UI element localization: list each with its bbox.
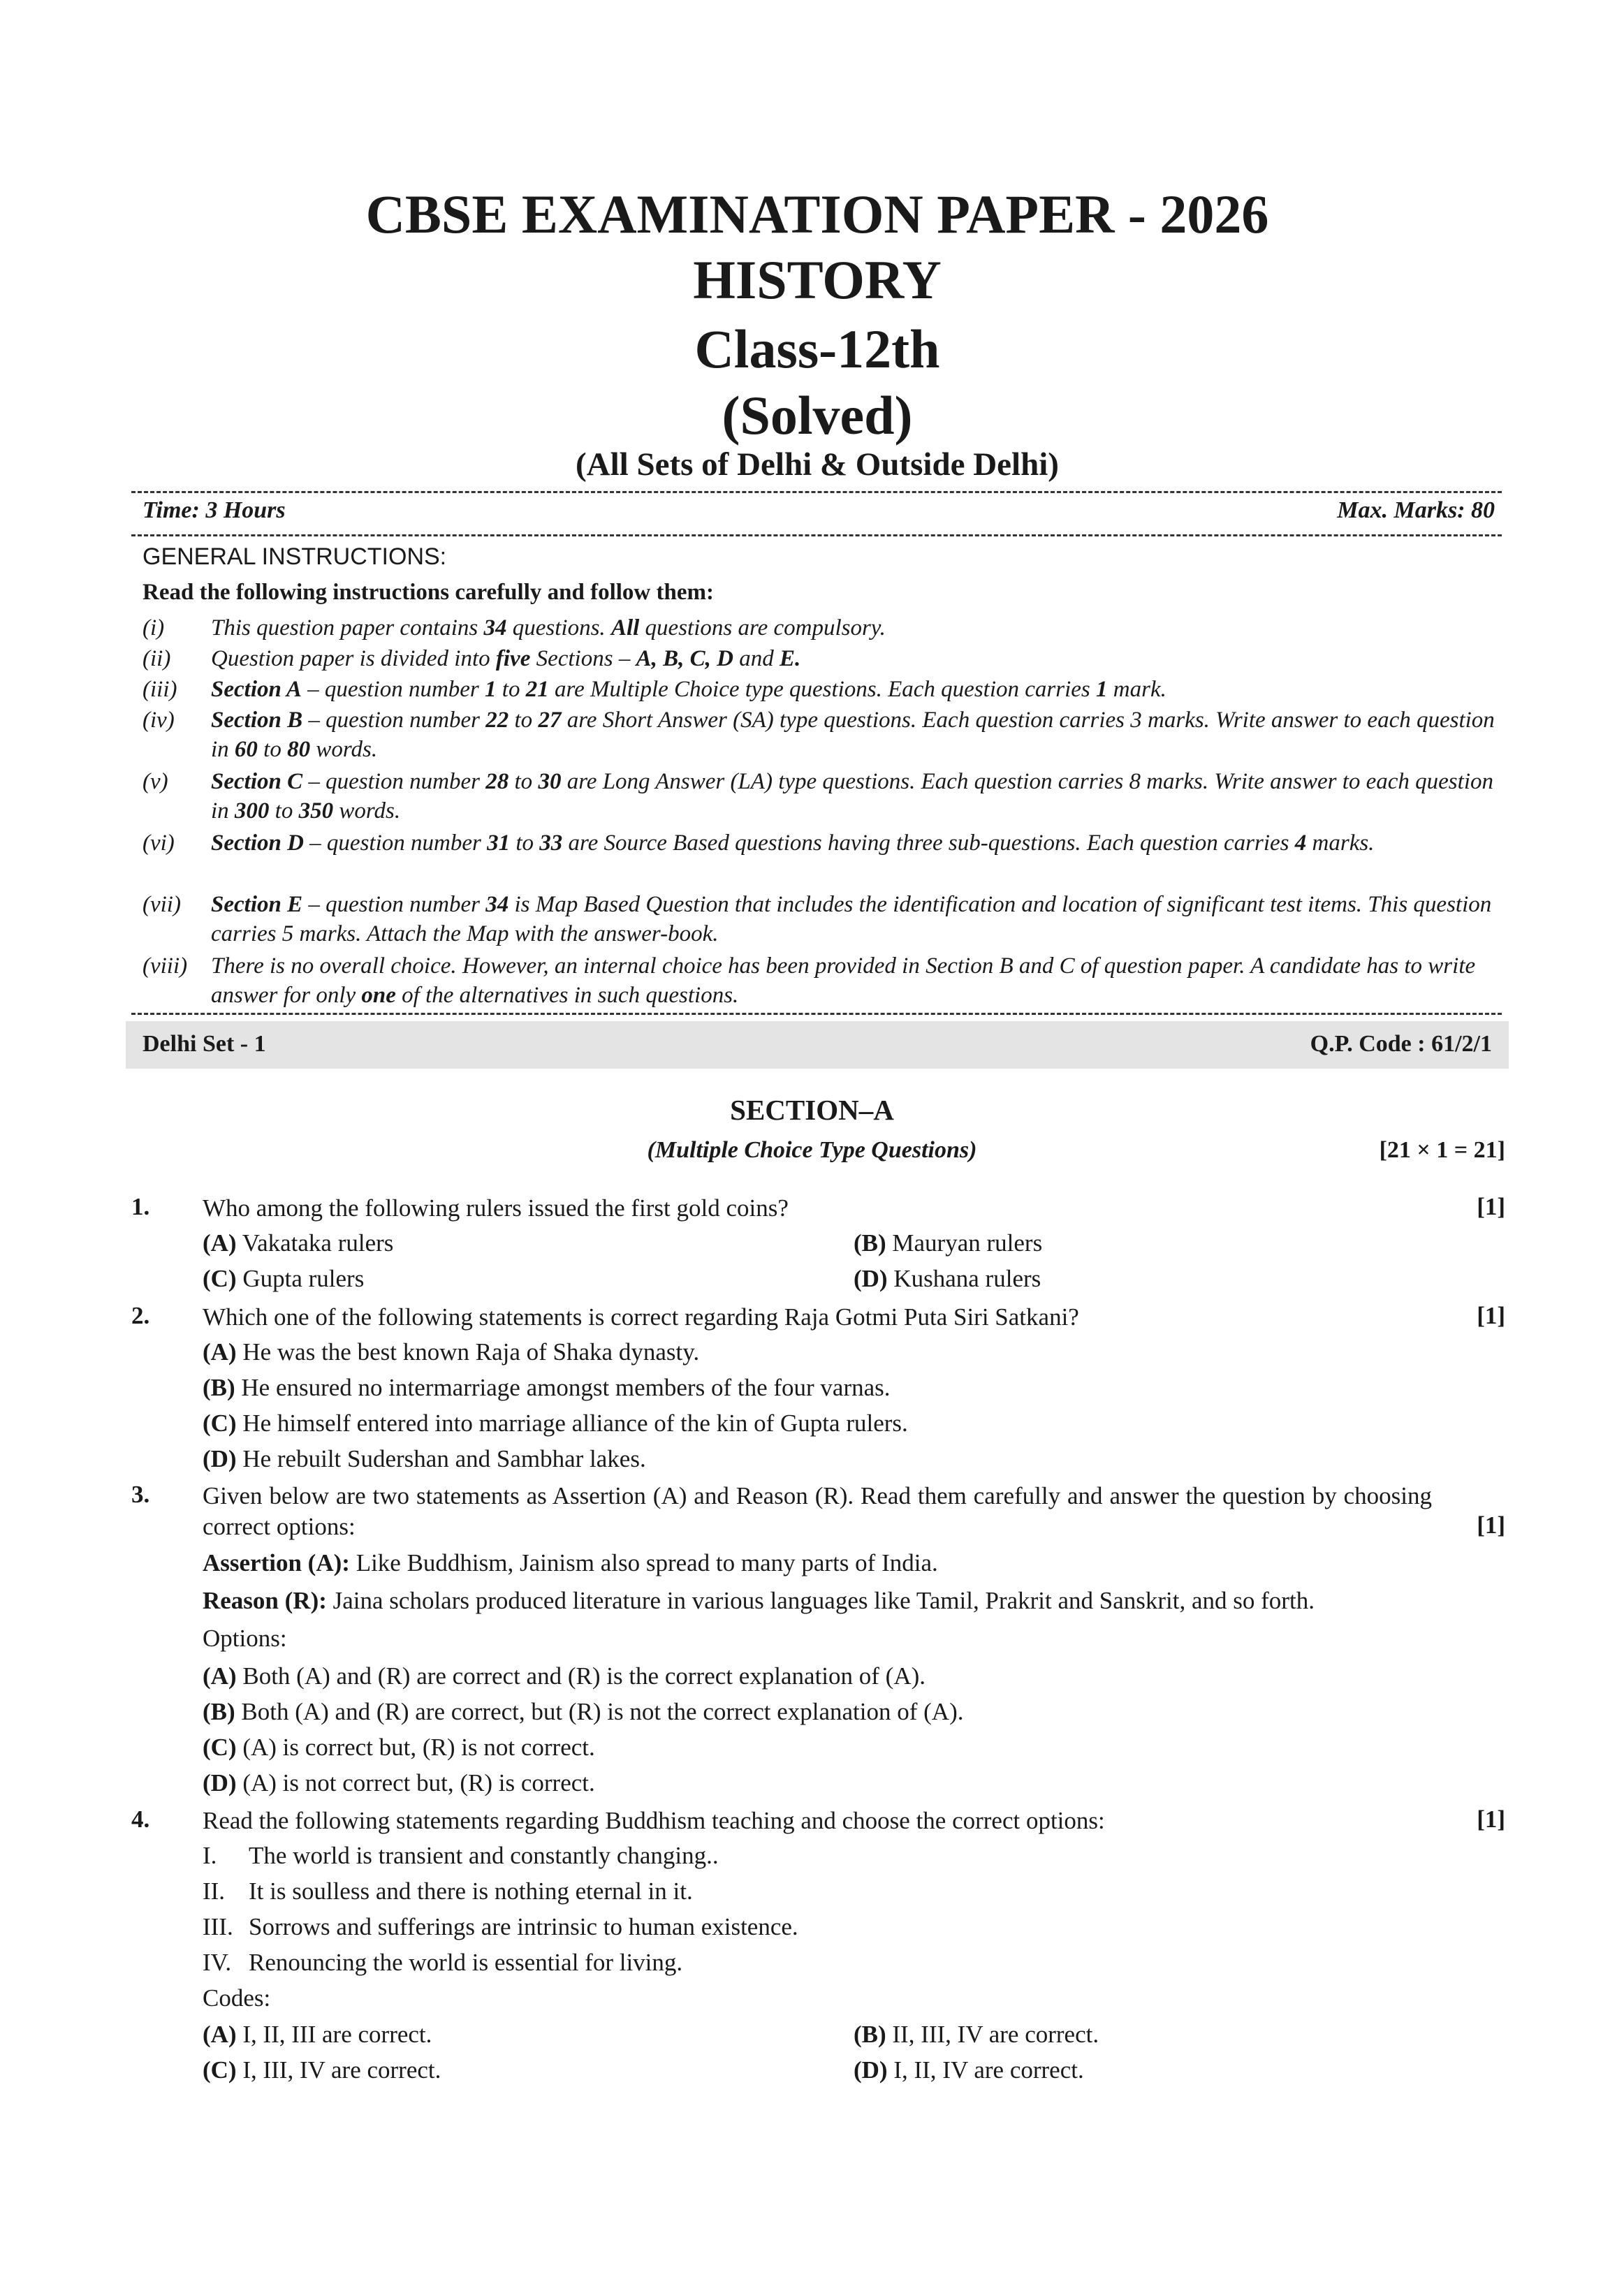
- option: [203, 1338, 699, 1366]
- instruction-fragment: 1: [485, 677, 497, 702]
- option-text: He ensured no intermarriage amongst members of the four varnas.: [235, 1374, 891, 1401]
- option: [203, 1374, 891, 1402]
- instruction-fragment: to: [269, 798, 299, 823]
- instruction-number: (iv): [142, 708, 175, 733]
- option: [203, 2056, 441, 2084]
- instruction-item: [142, 828, 1498, 858]
- option-label: (A): [203, 1229, 237, 1257]
- question-number: 4.: [131, 1806, 150, 1833]
- instruction-fragment: to: [496, 677, 526, 702]
- instruction-fragment: to: [257, 737, 288, 762]
- question-text: Given below are two statements as Assertion (A) and Reason (R). Read them carefully and answer the question by choosing correct options:: [203, 1482, 1432, 1540]
- option-text: Both (A) and (R) are correct and (R) is the correct explanation of (A).: [236, 1662, 926, 1690]
- set-label: Delhi Set - 1: [142, 1031, 266, 1057]
- instruction-text: [211, 705, 1498, 764]
- instruction-fragment: 21: [525, 677, 549, 702]
- option-label: (B): [203, 1374, 235, 1401]
- instruction-text: [211, 644, 1498, 673]
- statement-number: IV.: [203, 1949, 232, 1976]
- instruction-item: [142, 767, 1498, 826]
- section-title: SECTION–A: [730, 1094, 894, 1126]
- qp-code: Q.P. Code : 61/2/1: [1310, 1031, 1492, 1057]
- option: [854, 1229, 1042, 1257]
- instruction-fragment: 22: [485, 708, 509, 733]
- option-text: (A) is correct but, (R) is not correct.: [236, 1734, 595, 1761]
- statement-number: II.: [203, 1877, 226, 1905]
- statement: [203, 1877, 693, 1905]
- question-text: Who among the following rulers issued the first gold coins?: [203, 1194, 789, 1222]
- divider-top: [131, 491, 1502, 493]
- statement-number: I.: [203, 1842, 217, 1869]
- section-subtitle: (Multiple Choice Type Questions): [647, 1137, 977, 1163]
- option-label: (A): [203, 1338, 237, 1366]
- question-number: 3.: [131, 1481, 150, 1508]
- option-text: Gupta rulers: [236, 1265, 365, 1292]
- general-instructions-subheading: Read the following instructions carefully and follow them:: [142, 580, 714, 605]
- option: [203, 1410, 908, 1437]
- option: [203, 2021, 432, 2049]
- instruction-item: [142, 613, 1498, 643]
- option: [203, 1265, 364, 1293]
- instruction-fragment: 31: [487, 830, 511, 856]
- instruction-fragment: are Long Answer (LA) type questions. Each question carries 8 marks. Write answer to each question in: [211, 769, 1493, 823]
- option-label: (B): [854, 2021, 886, 2048]
- instruction-fragment: 1: [1096, 677, 1108, 702]
- option: [854, 2056, 1084, 2084]
- option: [854, 2021, 1099, 2049]
- instruction-fragment: – question number: [303, 830, 488, 856]
- option: [203, 1698, 963, 1726]
- option: [203, 1734, 595, 1762]
- assertion: [203, 1549, 938, 1577]
- codes-label: Codes:: [203, 1984, 271, 2012]
- set-bar: [126, 1021, 1509, 1069]
- instruction-fragment: All: [610, 615, 640, 640]
- instruction-number: (ii): [142, 646, 171, 671]
- instruction-fragment: are Source Based questions having three sub-questions. Each question carries: [562, 830, 1295, 856]
- instruction-text: [211, 675, 1498, 704]
- options-label: Options:: [203, 1625, 287, 1652]
- assertion-label: Assertion (A):: [203, 1549, 350, 1576]
- option-text: I, III, IV are correct.: [236, 2056, 441, 2084]
- instruction-fragment: 30: [538, 769, 562, 794]
- instruction-fragment: questions are compulsory.: [639, 615, 886, 640]
- divider-meta: [131, 534, 1502, 536]
- instruction-fragment: 60: [234, 737, 258, 762]
- meta-row: [142, 497, 1495, 524]
- option-label: (B): [854, 1229, 886, 1257]
- statement: [203, 1913, 798, 1941]
- instruction-fragment: to: [509, 708, 539, 733]
- instruction-fragment: mark.: [1107, 677, 1166, 702]
- question-marks: [1]: [1477, 1193, 1505, 1220]
- class-title: Class-12th: [694, 319, 940, 379]
- instruction-fragment: – question number: [302, 892, 486, 917]
- instruction-fragment: five: [495, 646, 531, 671]
- option-label: (A): [203, 2021, 237, 2048]
- option-label: (C): [203, 1265, 237, 1292]
- general-instructions-heading: GENERAL INSTRUCTIONS:: [142, 543, 447, 570]
- instruction-fragment: Section D: [211, 830, 304, 856]
- option-label: (D): [854, 1265, 888, 1292]
- instruction-fragment: Sections –: [530, 646, 636, 671]
- instruction-text: [211, 890, 1498, 949]
- instruction-fragment: There is no overall choice. However, an internal choice has been provided in Section B and C of question paper. A candidate has to write answer for only: [211, 953, 1476, 1008]
- option: [203, 1769, 595, 1797]
- statement-text: Sorrows and sufferings are intrinsic to human existence.: [249, 1913, 798, 1940]
- option-label: (D): [203, 1445, 237, 1472]
- option-label: (C): [203, 2056, 237, 2084]
- instruction-fragment: Section A: [211, 677, 302, 702]
- option-text: Vakataka rulers: [236, 1229, 394, 1257]
- instruction-text: [211, 767, 1498, 826]
- instruction-fragment: are Multiple Choice type questions. Each question carries: [548, 677, 1097, 702]
- instruction-fragment: questions.: [506, 615, 611, 640]
- question-text: Read the following statements regarding Buddhism teaching and choose the correct options:: [203, 1807, 1105, 1834]
- instruction-fragment: words.: [333, 798, 401, 823]
- instruction-fragment: Section B: [211, 708, 303, 733]
- option-text: I, II, III are correct.: [236, 2021, 432, 2048]
- instruction-fragment: to: [510, 830, 540, 856]
- option-label: (B): [203, 1698, 235, 1725]
- divider-instructions: [131, 1013, 1502, 1015]
- instruction-item: [142, 675, 1498, 704]
- option-text: He rebuilt Sudershan and Sambhar lakes.: [236, 1445, 646, 1472]
- question-number: 1.: [131, 1193, 150, 1220]
- option: [203, 1229, 393, 1257]
- instruction-fragment: 350: [298, 798, 334, 823]
- option: [854, 1265, 1041, 1293]
- option-text: Kushana rulers: [887, 1265, 1041, 1292]
- instruction-fragment: 28: [485, 769, 509, 794]
- instruction-fragment: are Short Answer (SA) type questions. Each question carries 3 marks. Write answer to each question in: [211, 708, 1495, 762]
- instruction-fragment: 4: [1294, 830, 1307, 856]
- assertion-text: Like Buddhism, Jainism also spread to many parts of India.: [349, 1549, 938, 1576]
- option-label: (C): [203, 1734, 237, 1761]
- option-text: I, II, IV are correct.: [887, 2056, 1084, 2084]
- question-text: Which one of the following statements is correct regarding Raja Gotmi Puta Siri Satkani?: [203, 1303, 1079, 1331]
- instruction-item: [142, 890, 1498, 949]
- option-text: He himself entered into marriage alliance of the kin of Gupta rulers.: [236, 1410, 908, 1437]
- instruction-text: [211, 613, 1498, 643]
- instruction-fragment: marks.: [1306, 830, 1375, 856]
- instruction-fragment: 33: [539, 830, 563, 856]
- instruction-fragment: Section E: [211, 892, 303, 917]
- instruction-fragment: – question number: [302, 769, 486, 794]
- option-label: (D): [203, 1769, 237, 1796]
- statement: [203, 1949, 682, 1977]
- instruction-fragment: is Map Based Question that includes the identification and location of significant test items. This question carries 5 marks. Attach the Map with the answer-book.: [211, 892, 1492, 946]
- option: [203, 1662, 926, 1690]
- statement: [203, 1842, 719, 1870]
- reason: [203, 1587, 1446, 1615]
- paper-title: CBSE EXAMINATION PAPER - 2026: [365, 184, 1269, 244]
- option-text: He was the best known Raja of Shaka dynasty.: [236, 1338, 700, 1366]
- question-marks: [1]: [1477, 1806, 1505, 1833]
- statement-text: Renouncing the world is essential for living.: [249, 1949, 683, 1976]
- instruction-number: (vi): [142, 830, 175, 856]
- time-label: Time: 3 Hours: [142, 497, 286, 523]
- statement-text: The world is transient and constantly changing..: [249, 1842, 719, 1869]
- option: [203, 1445, 646, 1473]
- instruction-fragment: 34: [485, 892, 509, 917]
- instruction-item: [142, 705, 1498, 764]
- instruction-fragment: This question paper contains: [211, 615, 484, 640]
- statement-number: III.: [203, 1913, 233, 1940]
- option-label: (A): [203, 1662, 237, 1690]
- instruction-fragment: Question paper is divided into: [211, 646, 496, 671]
- instruction-fragment: E.: [779, 646, 801, 671]
- instruction-number: (i): [142, 615, 165, 640]
- instruction-fragment: of the alternatives in such questions.: [395, 983, 739, 1008]
- section-marks: [21 × 1 = 21]: [1379, 1137, 1505, 1163]
- option-text: II, III, IV are correct.: [886, 2021, 1099, 2048]
- instruction-fragment: one: [361, 983, 396, 1008]
- instruction-fragment: A, B, C, D: [636, 646, 733, 671]
- instruction-number: (viii): [142, 953, 188, 979]
- option-label: (C): [203, 1410, 237, 1437]
- instruction-text: [211, 828, 1498, 858]
- solved-title: (Solved): [722, 385, 913, 446]
- instruction-item: [142, 644, 1498, 673]
- option-text: Mauryan rulers: [886, 1229, 1043, 1257]
- instruction-fragment: 34: [483, 615, 507, 640]
- max-marks-label: Max. Marks: 80: [1337, 497, 1495, 523]
- instruction-fragment: 80: [287, 737, 311, 762]
- subject-title: HISTORY: [693, 249, 942, 310]
- sets-subtitle: (All Sets of Delhi & Outside Delhi): [576, 446, 1059, 483]
- instruction-fragment: – question number: [302, 708, 486, 733]
- reason-text: Jaina scholars produced literature in various languages like Tamil, Prakrit and Sanskrit, and so forth.: [326, 1587, 1315, 1614]
- instruction-number: (iii): [142, 677, 177, 702]
- option-label: (D): [854, 2056, 888, 2084]
- question-number: 2.: [131, 1302, 150, 1329]
- instruction-item: [142, 951, 1498, 1010]
- option-text: Both (A) and (R) are correct, but (R) is not the correct explanation of (A).: [235, 1698, 964, 1725]
- instruction-fragment: and: [733, 646, 780, 671]
- option-text: (A) is not correct but, (R) is correct.: [236, 1769, 595, 1796]
- question-marks: [1]: [1477, 1511, 1505, 1539]
- instruction-fragment: 300: [234, 798, 270, 823]
- statement-text: It is soulless and there is nothing eternal in it.: [249, 1877, 693, 1905]
- instruction-number: (v): [142, 769, 168, 794]
- instruction-fragment: 27: [538, 708, 562, 733]
- question-marks: [1]: [1477, 1302, 1505, 1329]
- instruction-number: (vii): [142, 892, 181, 917]
- reason-label: Reason (R):: [203, 1587, 327, 1614]
- instruction-fragment: to: [509, 769, 539, 794]
- instruction-fragment: words.: [310, 737, 378, 762]
- instruction-text: [211, 951, 1498, 1010]
- instruction-fragment: – question number: [301, 677, 485, 702]
- instruction-fragment: Section C: [211, 769, 303, 794]
